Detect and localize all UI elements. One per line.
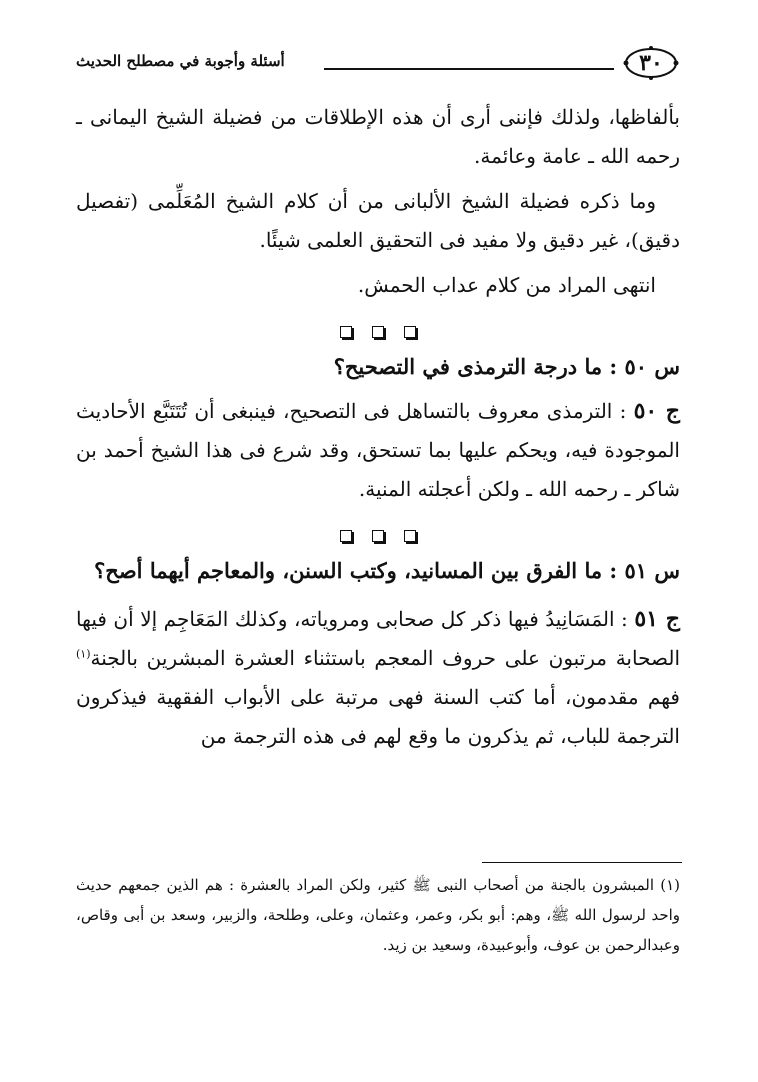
main-text xyxy=(76,98,680,756)
header-rule xyxy=(324,68,614,70)
page-number-ornament xyxy=(622,46,680,80)
square-ornament-icon xyxy=(340,530,352,542)
page-number: ٣٠ xyxy=(639,50,663,76)
page-header xyxy=(76,40,680,90)
answer-marker: ج ٥٠ xyxy=(633,398,680,424)
answer-marker: ج ٥١ xyxy=(634,606,680,632)
question-heading: س ٥١ : ما الفرق بين المسانيد، وكتب السنن، والمعاجم أيهما أصح؟ xyxy=(94,558,680,583)
footnote-rule xyxy=(482,862,682,863)
section-divider xyxy=(76,523,680,545)
answer-paragraph xyxy=(76,600,680,756)
square-ornament-icon xyxy=(404,530,416,542)
running-title: أسئلة وأجوبة في مصطلح الحديث xyxy=(76,52,285,70)
answer-text: : الترمذى معروف بالتساهل فى التصحيح، فينبغى أن تُتَتَبَّع الأحاديث الموجودة فيه، ويحكم عليها بما تستحق، وقد شرع فى هذا الشيخ أحمد بن شاكر ـ رحمه الله ـ ولكن أعجلته المنية. xyxy=(76,399,680,501)
paragraph: بألفاظها، ولذلك فإننى أرى أن هذه الإطلاقات من فضيلة الشيخ اليمانى ـ رحمه الله ـ عامة وعائمة. xyxy=(76,105,680,168)
answer-paragraph xyxy=(76,392,680,509)
square-ornament-icon xyxy=(372,326,384,338)
footnote-reference[interactable]: (١) xyxy=(76,647,91,661)
footnote xyxy=(76,870,680,960)
paragraph: وما ذكره فضيلة الشيخ الألبانى من أن كلام الشيخ المُعَلِّمى (تفصيل دقيق)، غير دقيق ولا مفيد فى التحقيق العلمى شيئًا. xyxy=(76,189,680,252)
question-heading: س ٥٠ : ما درجة الترمذى في التصحيح؟ xyxy=(333,354,680,379)
paragraph: انتهى المراد من كلام عداب الحمش. xyxy=(357,273,656,297)
section-divider xyxy=(76,319,680,341)
answer-text: : المَسَانِيدُ فيها ذكر كل صحابى ومروياته، وكذلك المَعَاجِم إلا أن فيها الصحابة مرتبون على حروف المعجم باستثناء العشرة المبشرين بالجنة xyxy=(76,607,680,670)
footnote-text: (١) المبشرون بالجنة من أصحاب النبى ﷺ كثير، ولكن المراد بالعشرة : هم الذين جمعهم حديث واحد لرسول الله ﷺ، وهم: أبو بكر، وعمر، وعثمان، وعلى، وطلحة، والزبير، وسعد بن أبى وقاص، وعبدالرحمن بن عوف، وأبوعبيدة، وسعيد بن زيد. xyxy=(76,876,680,954)
square-ornament-icon xyxy=(404,326,416,338)
square-ornament-icon xyxy=(340,326,352,338)
square-ornament-icon xyxy=(372,530,384,542)
answer-text: فهم مقدمون، أما كتب السنة فهى مرتبة على الأبواب الفقهية فيذكرون الترجمة للباب، ثم يذكرون ما وقع لهم فى هذه الترجمة من xyxy=(76,685,680,748)
